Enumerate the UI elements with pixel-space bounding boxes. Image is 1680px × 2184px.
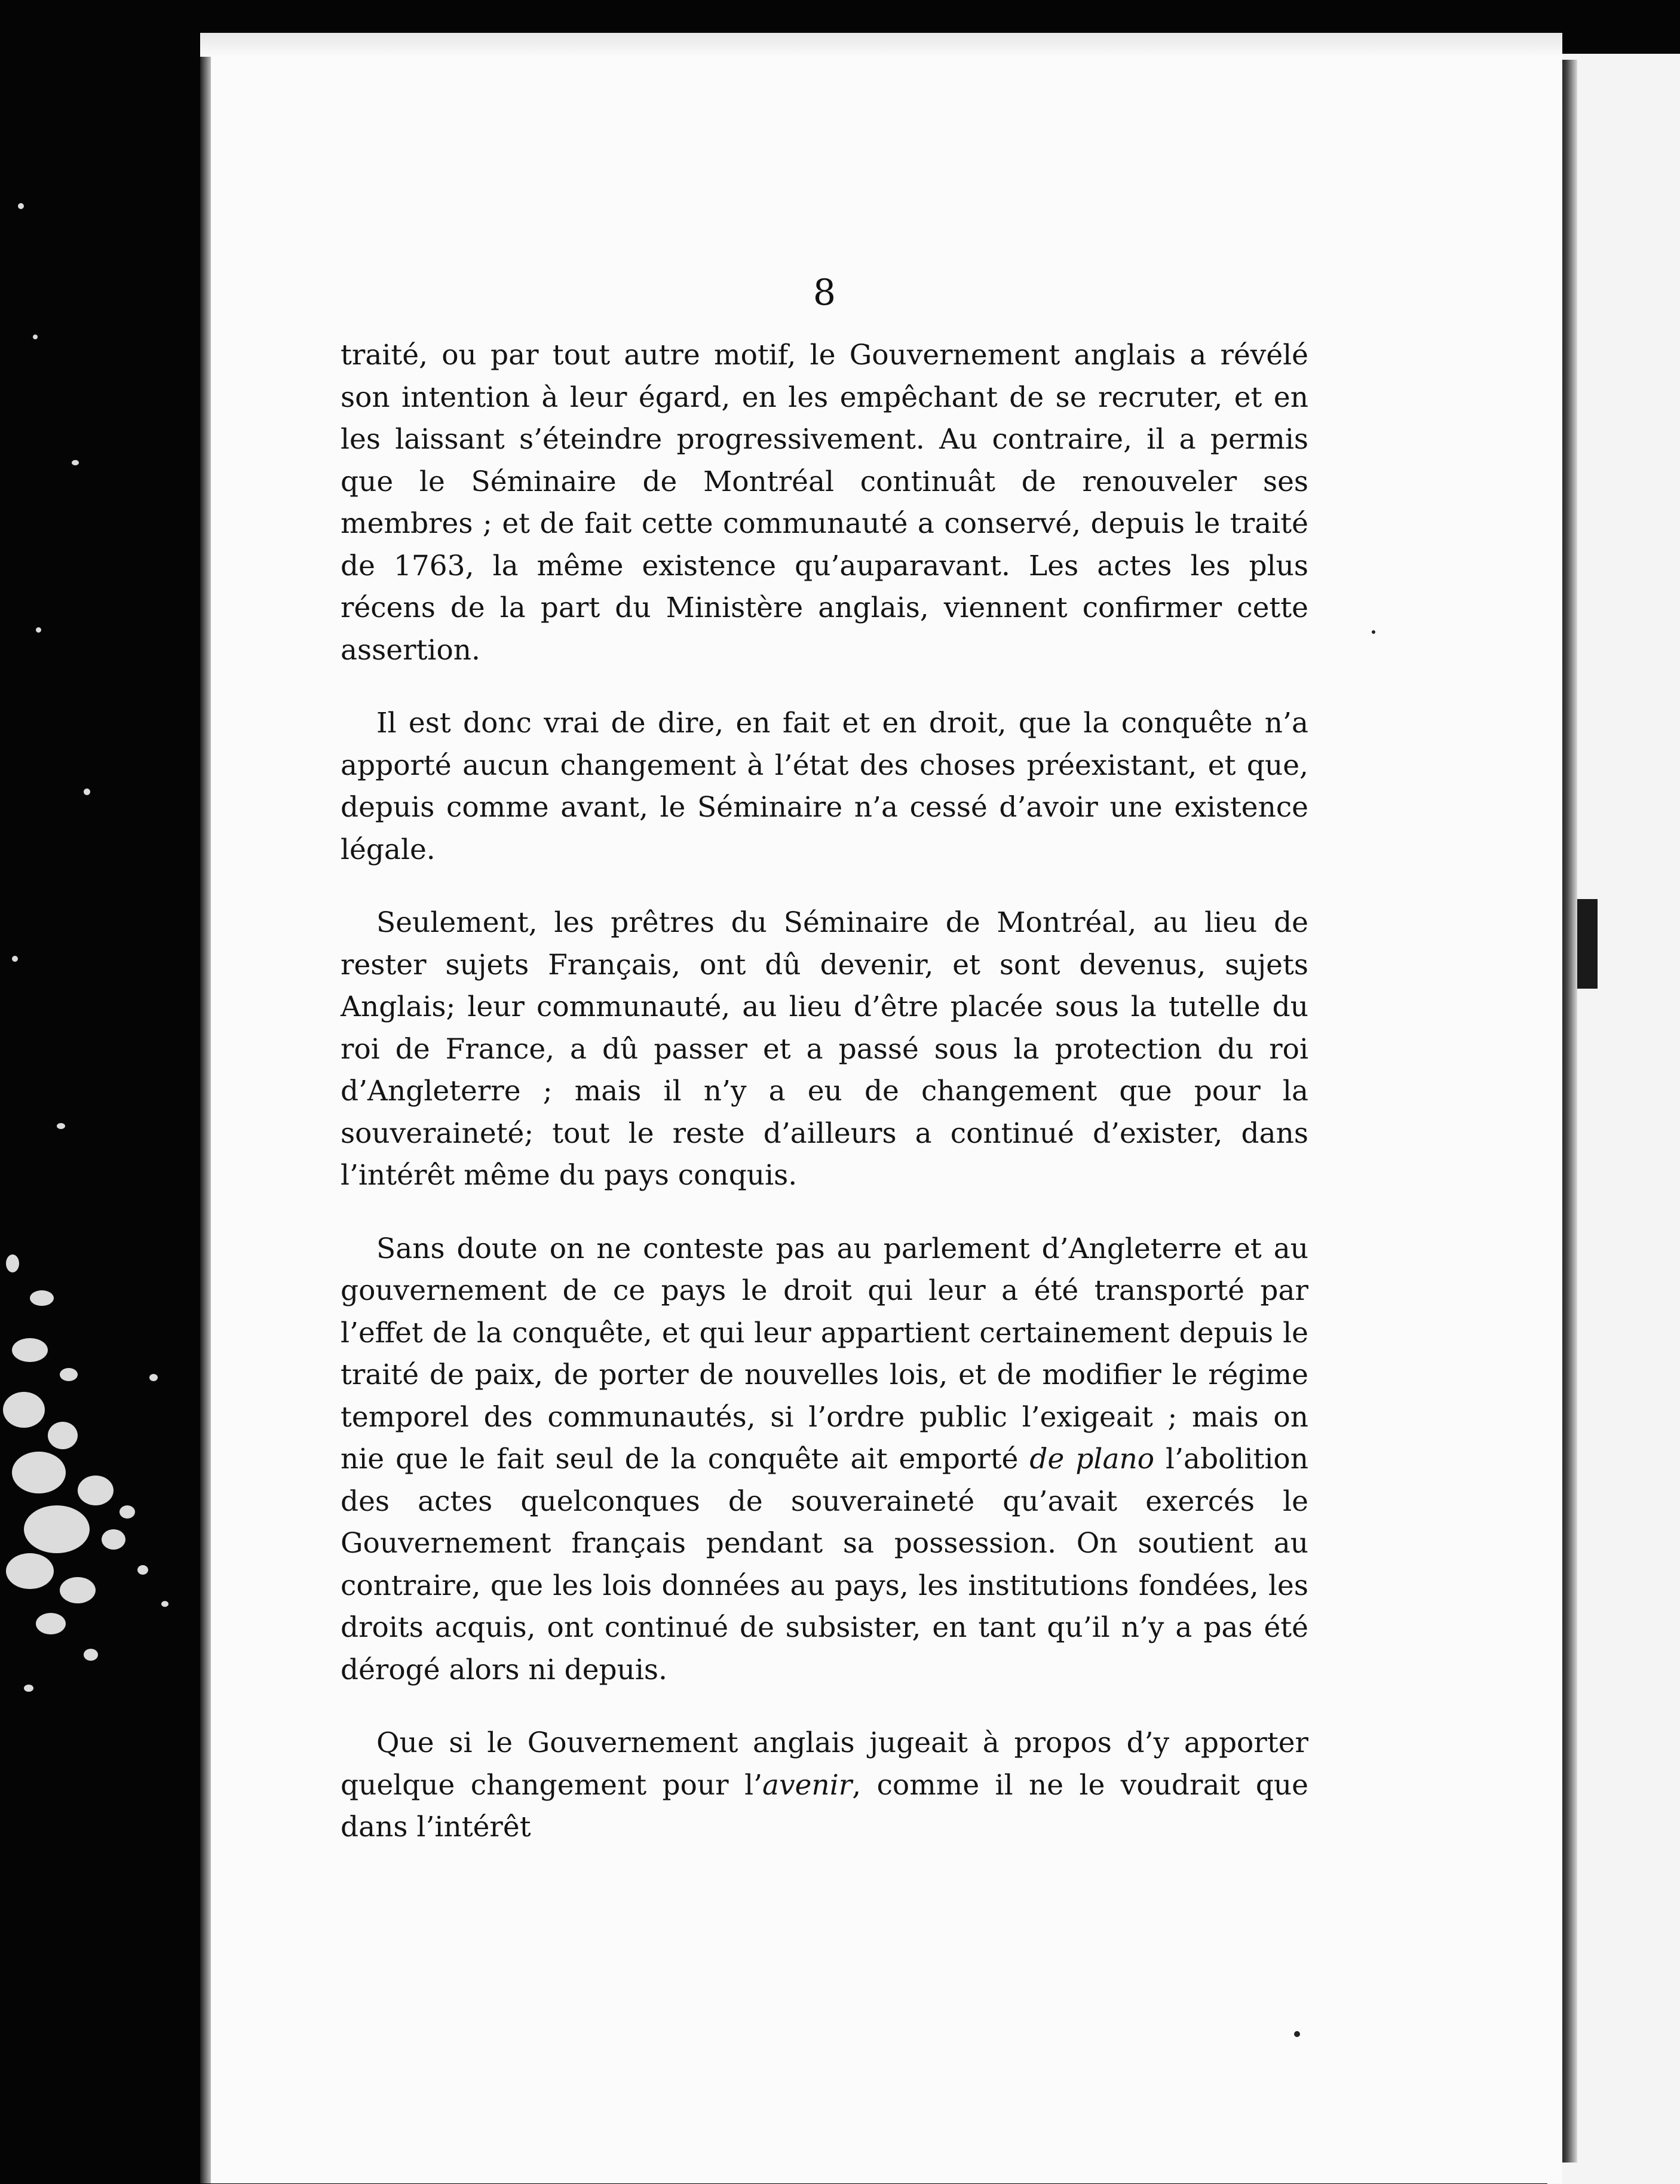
paragraph-4-text-after: l’abolition des actes quelconques de souveraineté qu’avait exercés le Gouvernement français pendant sa possession. On soutient au contraire, que les lois données au pays, les institutions fondées, les droits acquis, ont continué de subsister, en tant qu’il n’y a pas été dérogé alors ni depuis.	[341, 1443, 1308, 1686]
paragraph-1: traité, ou par tout autre motif, le Gouvernement anglais a révélé son intention à leur égard, en les empêchant de se recruter, et en les laissant s’éteindre progressivement. Au contraire, il a permis que le Séminaire de Montréal continuât de renouveler ses membres ; et de fait cette communauté a conservé, depuis le traité de 1763, la même existence qu’auparavant. Les actes les plus récens de la part du Ministère anglais, viennent confirmer cette assertion.	[341, 339, 1308, 667]
page-number: 8	[813, 272, 836, 314]
paragraph-4-italic: de plano	[1029, 1443, 1155, 1476]
paragraph-5-text-before: Que si le Gouvernement anglais jugeait à propos d’y apporter quelque changement pour l’	[341, 1726, 1308, 1802]
paragraph-2: Il est donc vrai de dire, en fait et en droit, que la conquête n’a apporté aucun changement à l’état des choses préexistant, et que, depuis comme avant, le Séminaire n’a cessé d’avoir une existence légale.	[341, 707, 1308, 866]
body-text	[341, 335, 1308, 1849]
paragraph-4-text-before: Sans doute on ne conteste pas au parlement d’Angleterre et au gouvernement de ce pays le droit qui leur a été transporté par l’effet de la conquête, et qui leur appartient certainement depuis le traité de paix, de porter de nouvelles lois, et de modifier le régime temporel des communautés, si l’ordre public l’exigeait ; mais on nie que le fait seul de la conquête ait emporté	[341, 1232, 1308, 1476]
page-tab-mark	[1577, 899, 1598, 989]
page-top-shadow	[200, 33, 1562, 57]
paragraph-3: Seulement, les prêtres du Séminaire de Montréal, au lieu de rester sujets Français, ont dû devenir, et sont devenus, sujets Anglais; leur communauté, au lieu d’être placée sous la tutelle du roi de France, a dû passer et a passé sous la protection du roi d’Angleterre ; mais il n’y a eu de changement que pour la souveraineté; tout le reste d’ailleurs a continué d’exister, dans l’intérêt même du pays conquis.	[341, 906, 1308, 1192]
stray-mark	[1372, 630, 1375, 634]
paragraph-5-italic: avenir	[762, 1768, 853, 1802]
paragraph-5-text-after: , comme il ne le voudrait que dans l’intérêt	[341, 1768, 1308, 1843]
page-left-edge	[200, 57, 211, 2183]
paragraph-4	[341, 1228, 1308, 1692]
stray-mark	[1294, 2031, 1300, 2037]
paragraph-5	[341, 1722, 1308, 1849]
